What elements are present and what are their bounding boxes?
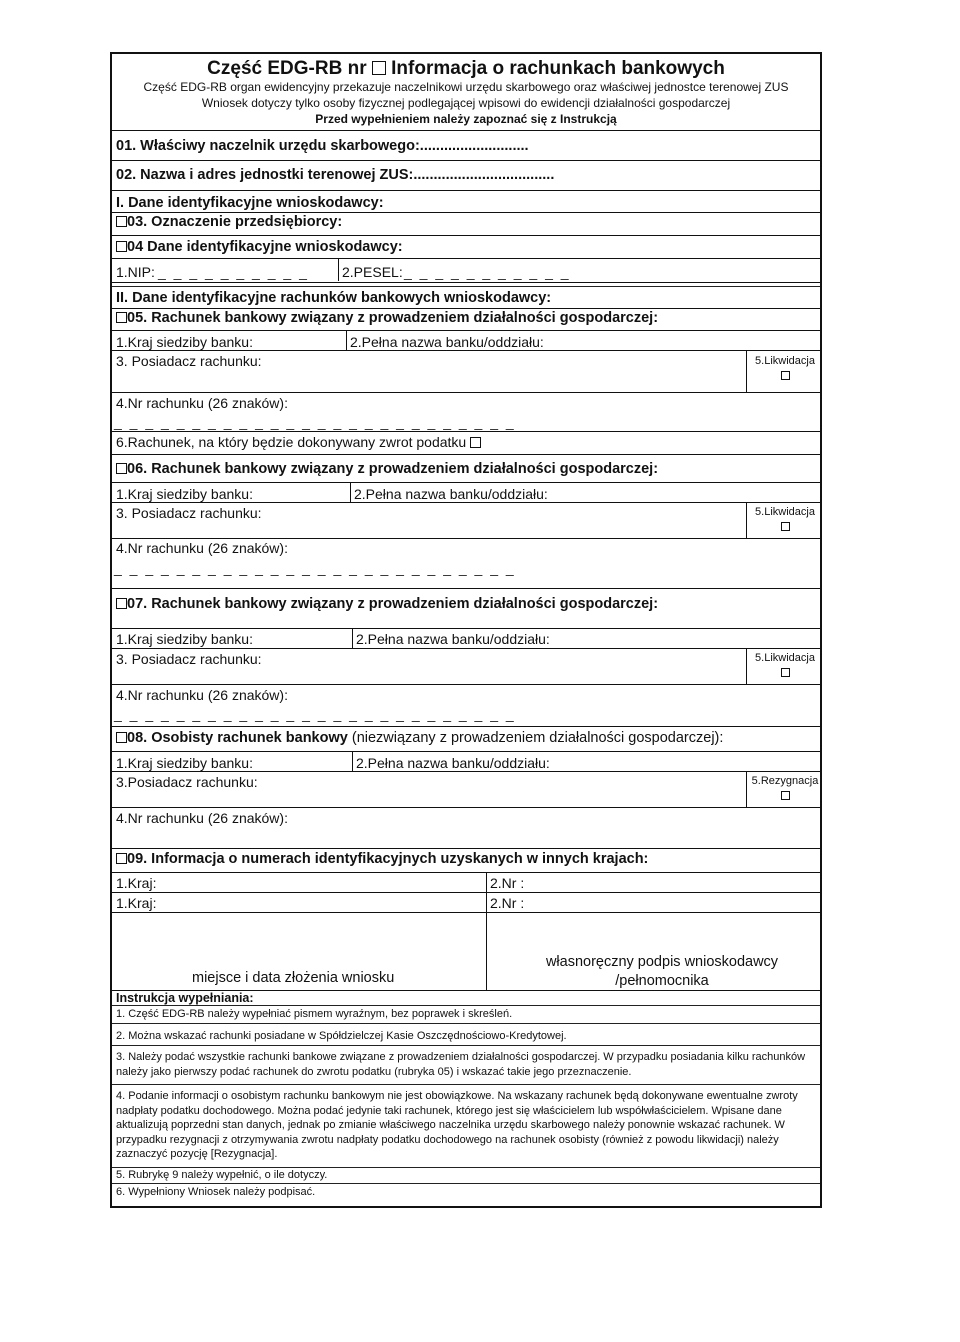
field-01-dots: ........................... — [419, 138, 529, 154]
checkbox-icon[interactable] — [372, 61, 386, 75]
header-line-2: Wniosek dotyczy tylko osoby fizycznej podlegającej wpisowi do ewidencji działalności gospodarczej — [201, 96, 731, 110]
nip-input[interactable]: _ _ _ _ _ _ _ _ _ _ — [158, 264, 309, 280]
divider — [112, 282, 820, 283]
instruction-2: 2. Można wskazać rachunki posiadane w Spółdzielczej Kasie Oszczędnościowo-Kredytowej. — [116, 1030, 567, 1042]
liquidation-option[interactable] — [750, 651, 820, 681]
divider — [746, 648, 747, 684]
account-title: Rachunek bankowy związany z prowadzeniem działalności gospodarczej: — [151, 310, 659, 326]
divider — [112, 212, 820, 213]
divider — [112, 848, 820, 849]
edg-rb-form — [110, 52, 822, 1208]
divider — [112, 1005, 820, 1006]
field-04-label: 04 Dane identyfikacyjne wnioskodawcy: — [127, 239, 403, 255]
divider — [352, 751, 353, 771]
resignation-option[interactable] — [750, 774, 820, 804]
section-I-title: I. Dane identyfikacyjne wnioskodawcy: — [116, 195, 384, 211]
field-02 — [116, 167, 554, 183]
divider — [112, 454, 820, 455]
field-01-label: 01. Właściwy naczelnik urzędu skarbowego: — [116, 138, 420, 154]
account-number-input[interactable]: _ _ _ _ _ _ _ _ _ _ _ _ _ _ _ _ _ _ _ _ _ _ _ _ _ _ — [114, 560, 516, 576]
field-01 — [116, 138, 529, 154]
signature-line-2: /pełnomocnika — [615, 973, 709, 989]
bank-name-label: 2.Pełna nazwa banku/oddziału: — [356, 755, 550, 771]
checkbox-icon[interactable] — [116, 241, 127, 252]
divider — [112, 502, 820, 503]
section-09-label: 09. Informacja o numerach identyfikacyjnych uzyskanych w innych krajach: — [127, 851, 649, 867]
divider — [112, 628, 820, 629]
owner-label: 3. Posiadacz rachunku: — [116, 353, 262, 369]
account-note: (niezwiązany z prowadzeniem działalności gospodarczej): — [351, 730, 724, 746]
field-03 — [116, 214, 342, 230]
form-title — [112, 58, 820, 80]
checkbox-icon[interactable] — [116, 463, 127, 474]
divider — [112, 235, 820, 236]
bank-name-label: 2.Pełna nazwa banku/oddziału: — [356, 631, 550, 647]
account-number-label: 4.Nr rachunku (26 znaków): — [116, 395, 288, 411]
account-07-title — [116, 596, 658, 612]
divider — [112, 872, 820, 873]
divider — [746, 350, 747, 392]
checkbox-icon[interactable] — [470, 437, 481, 448]
pesel-input[interactable]: _ _ _ _ _ _ _ _ _ _ _ — [404, 264, 571, 280]
divider — [112, 258, 820, 259]
bank-country-label: 1.Kraj siedziby banku: — [116, 486, 253, 502]
checkbox-icon[interactable] — [781, 522, 790, 531]
divider — [112, 538, 820, 539]
title-prefix: Część EDG-RB nr — [207, 58, 367, 79]
account-number-label: 4.Nr rachunku (26 znaków): — [116, 687, 288, 703]
country-label: 1.Kraj: — [116, 875, 157, 891]
divider — [112, 392, 820, 393]
divider — [112, 1084, 820, 1085]
divider — [112, 190, 820, 191]
section-09-title — [116, 851, 648, 867]
owner-label: 3.Posiadacz rachunku: — [116, 774, 258, 790]
option-label: 5.Likwidacja — [755, 506, 815, 518]
divider — [112, 1045, 820, 1046]
account-number-input[interactable]: _ _ _ _ _ _ _ _ _ _ _ _ _ _ _ _ _ _ _ _ _ _ _ _ _ _ — [114, 414, 516, 430]
field-04 — [116, 239, 403, 255]
option-label: 5.Rezygnacja — [751, 775, 819, 787]
account-number: 08. — [127, 730, 148, 746]
divider — [112, 160, 820, 161]
checkbox-icon[interactable] — [116, 216, 127, 227]
divider — [112, 892, 820, 893]
bank-country-label: 1.Kraj siedziby banku: — [116, 631, 253, 647]
account-title: Rachunek bankowy związany z prowadzeniem działalności gospodarczej: — [151, 461, 659, 477]
checkbox-icon[interactable] — [116, 312, 127, 323]
instruction-5: 5. Rubrykę 9 należy wypełnić, o ile dotyczy. — [116, 1169, 328, 1181]
liquidation-option[interactable] — [750, 354, 820, 384]
id-number-label: 2.Nr : — [490, 875, 525, 891]
refund-label: 6.Rachunek, na który będzie dokonywany zwrot podatku — [116, 434, 467, 450]
instruction-3: 3. Należy podać wszystkie rachunki bankowe związane z prowadzeniem działalności gospodarczej. W przypadku posiadania kilku rachunków należy jako pierwszy podać rachunek do zwrotu podatku (rubryka 05) i wskazać takie jego przeznaczenie. — [116, 1051, 806, 1078]
signature-label — [532, 953, 792, 991]
divider — [112, 751, 820, 752]
owner-label: 3. Posiadacz rachunku: — [116, 505, 262, 521]
account-number: 07. — [127, 596, 148, 612]
header-line-3: Przed wypełnieniem należy zapoznać się z Instrukcją — [315, 112, 617, 126]
divider — [746, 771, 747, 807]
account-title: Rachunek bankowy związany z prowadzeniem działalności gospodarczej: — [151, 596, 659, 612]
title-suffix: Informacja o rachunkach bankowych — [391, 58, 725, 79]
account-05-title — [116, 310, 658, 326]
divider — [112, 726, 820, 727]
account-title: Osobisty rachunek bankowy — [151, 730, 348, 746]
checkbox-icon[interactable] — [781, 791, 790, 800]
liquidation-option[interactable] — [750, 505, 820, 535]
section-II-title: II. Dane identyfikacyjne rachunków bankowych wnioskodawcy: — [116, 290, 552, 306]
instruction-4: 4. Podanie informacji o osobistym rachunku bankowym nie jest obowiązkowe. Na wskazany rachunek będą dokonywane ewentualne zwroty nadpłaty podatku dochodowego. Można podać jedynie taki rachunek, którego jest się właścicielem lub współwłaścicielem. Wpisane dane aktualizują poprzedni stan danych, jednak po zmianie właściwego naczelnika urzędu skarbowego należy ponownie wskazać rachunek. W przypadku rezygnacji z otrzymywania zwrotu nadpłaty podatku dochodowego na rachunek osobisty (również z powodu likwidacji) należy zaznaczyć pozycję [Rezygnacja]. — [116, 1090, 798, 1160]
divider — [338, 258, 339, 281]
divider — [112, 482, 820, 483]
divider — [352, 628, 353, 648]
account-08-title — [116, 730, 723, 746]
divider — [112, 912, 820, 913]
divider — [112, 330, 820, 331]
nip-label: 1.NIP: — [116, 264, 155, 280]
checkbox-icon[interactable] — [781, 668, 790, 677]
pesel-label: 2.PESEL: — [342, 264, 403, 280]
bank-name-label: 2.Pełna nazwa banku/oddziału: — [354, 486, 548, 502]
account-number: 06. — [127, 461, 148, 477]
checkbox-icon[interactable] — [781, 371, 790, 380]
bank-country-label: 1.Kraj siedziby banku: — [116, 334, 253, 350]
account-number: 05. — [127, 310, 148, 326]
divider — [112, 1183, 820, 1184]
header-line-1: Część EDG-RB organ ewidencyjny przekazuje naczelnikowi urzędu skarbowego oraz właściwej jednostce terenowej ZUS — [143, 80, 789, 94]
checkbox-icon[interactable] — [116, 732, 127, 743]
refund-account[interactable] — [116, 434, 481, 450]
signature-line-1: własnoręczny podpis wnioskodawcy — [545, 954, 779, 970]
bank-name-label: 2.Pełna nazwa banku/oddziału: — [350, 334, 544, 350]
id-number-label: 2.Nr : — [490, 895, 525, 911]
divider — [112, 807, 820, 808]
place-date-label: miejsce i data złożenia wniosku — [192, 970, 395, 986]
divider — [112, 350, 820, 351]
option-label: 5.Likwidacja — [755, 652, 815, 664]
instruction-6: 6. Wypełniony Wniosek należy podpisać. — [116, 1186, 316, 1198]
owner-label: 3. Posiadacz rachunku: — [116, 651, 262, 667]
checkbox-icon[interactable] — [116, 853, 127, 864]
account-number-input[interactable]: _ _ _ _ _ _ _ _ _ _ _ _ _ _ _ _ _ _ _ _ _ _ _ _ _ _ — [114, 706, 516, 722]
divider — [112, 1023, 820, 1024]
divider — [112, 130, 820, 131]
divider — [346, 330, 347, 350]
divider — [350, 482, 351, 502]
divider — [112, 771, 820, 772]
field-02-dots: ................................... — [413, 167, 555, 183]
field-03-label: 03. Oznaczenie przedsiębiorcy: — [127, 214, 343, 230]
instruction-1: 1. Część EDG-RB należy wypełniać pismem wyraźnym, bez poprawek i skreśleń. — [116, 1008, 513, 1020]
account-06-title — [116, 461, 658, 477]
divider — [112, 308, 820, 309]
option-label: 5.Likwidacja — [755, 355, 815, 367]
account-number-label: 4.Nr rachunku (26 znaków): — [116, 540, 288, 556]
divider — [112, 286, 820, 287]
instructions-heading: Instrukcja wypełniania: — [116, 991, 254, 1005]
bank-country-label: 1.Kraj siedziby banku: — [116, 755, 253, 771]
divider — [112, 431, 820, 432]
divider — [486, 912, 487, 990]
country-label: 1.Kraj: — [116, 895, 157, 911]
divider — [112, 648, 820, 649]
divider — [112, 684, 820, 685]
divider — [112, 588, 820, 589]
checkbox-icon[interactable] — [116, 598, 127, 609]
divider — [746, 502, 747, 538]
account-number-label: 4.Nr rachunku (26 znaków): — [116, 810, 288, 826]
field-02-label: 02. Nazwa i adres jednostki terenowej ZUS: — [116, 167, 414, 183]
